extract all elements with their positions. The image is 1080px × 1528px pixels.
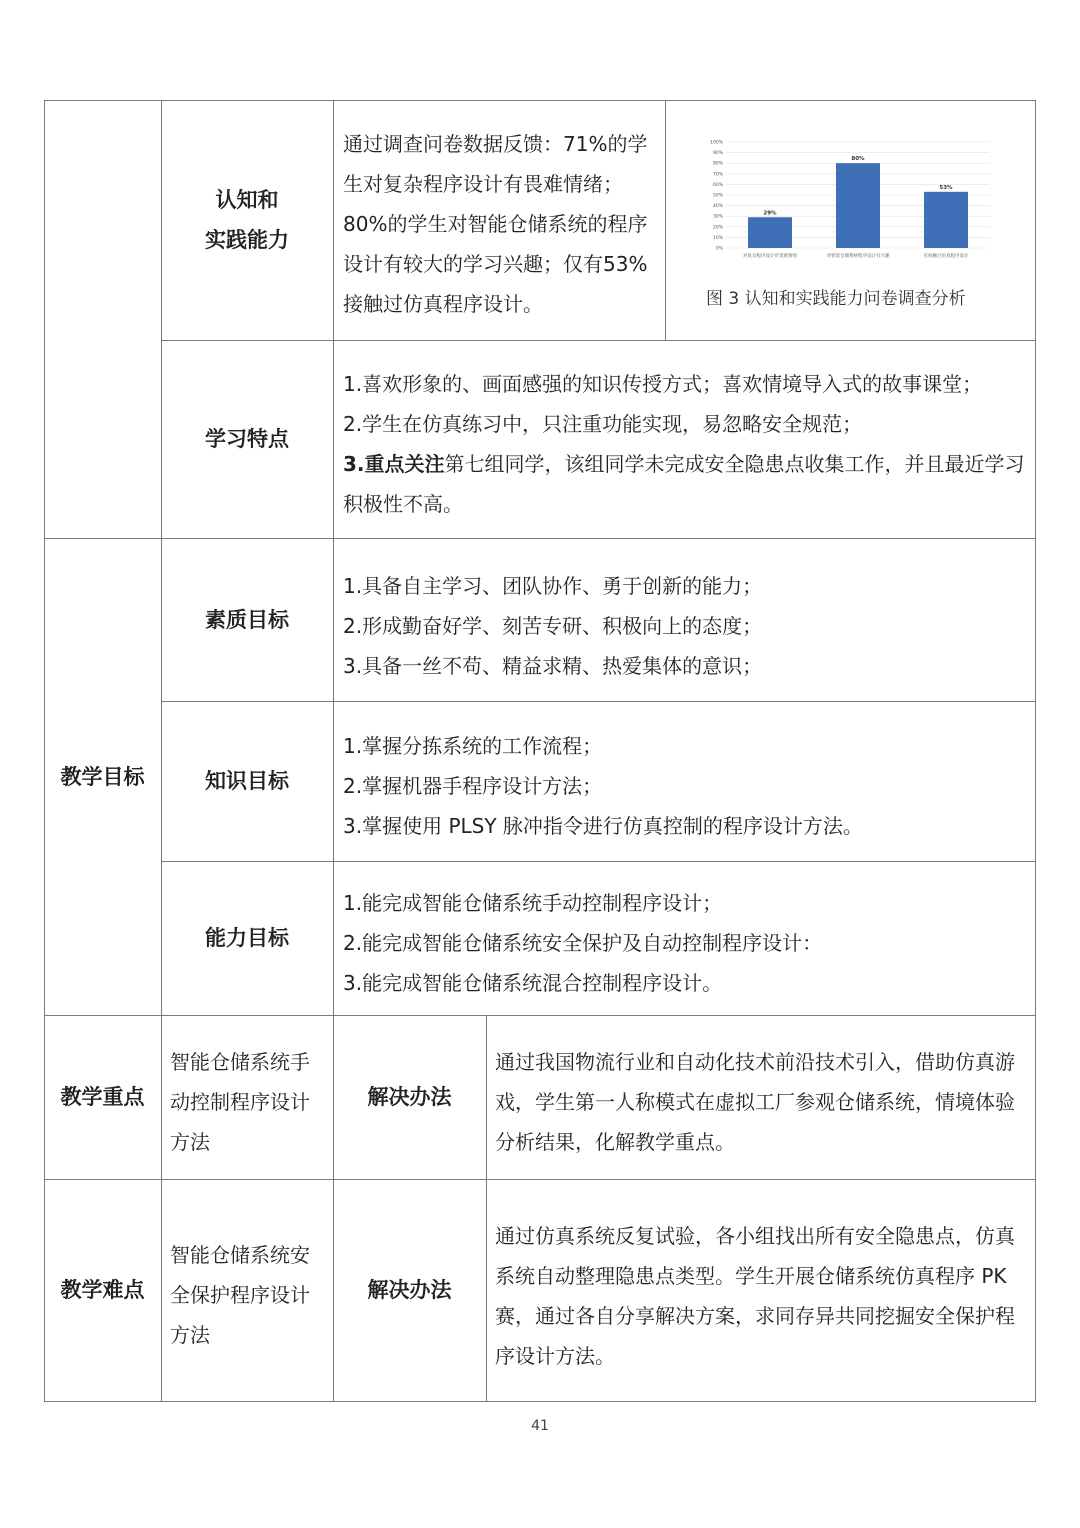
chart-category-label: 有接触过仿真程序设计 xyxy=(923,254,969,259)
chart-category-label: 对智能仓储系统程序设计有兴趣 xyxy=(826,254,890,259)
label-quality-goal: 素质目标 xyxy=(205,607,289,632)
learning-item: 1.喜欢形象的、画面感强的知识传授方式；喜欢情境导入式的故事课堂； xyxy=(343,372,983,396)
goal-item: 1.能完成智能仓储系统手动控制程序设计； xyxy=(343,891,723,915)
label-ability-goal: 能力目标 xyxy=(205,926,289,950)
chart-ytick-label: 50% xyxy=(712,193,723,199)
quality-goal-text xyxy=(343,566,1033,686)
knowledge-goal-text xyxy=(343,726,1033,846)
chart-ytick-label: 100% xyxy=(710,140,723,146)
page-number: 41 xyxy=(531,1418,549,1434)
table-border xyxy=(44,1015,1035,1016)
difficult-solution-text: 通过仿真系统反复试验，各小组找出所有安全隐患点，仿真系统自动整理隐患点类型。学生开展仓储系统仿真程序 PK 赛，通过各自分享解决方案，求同存异共同挖掘安全保护程序设计方法。 xyxy=(495,1224,1015,1368)
key-solution-text: 通过我国物流行业和自动化技术前沿技术引入，借助仿真游戏，学生第一人称模式在虚拟工厂参观仓储系统，情境体验分析结果，化解教学重点。 xyxy=(495,1050,1015,1154)
chart-value-label: 80% xyxy=(851,156,865,163)
chart-value-label: 53% xyxy=(939,184,953,191)
cognition-text: 通过调查问卷数据反馈：71%的学生对复杂程序设计有畏难情绪；80%的学生对智能仓储系统的程序设计有较大的学习兴趣；仅有53%接触过仿真程序设计。 xyxy=(343,132,648,316)
label-goals: 教学目标 xyxy=(60,764,145,789)
table-border xyxy=(486,1015,487,1402)
chart-ytick-label: 90% xyxy=(712,151,723,157)
survey-bar-chart xyxy=(700,136,1000,266)
chart-ytick-label: 60% xyxy=(712,182,723,188)
learning-text xyxy=(343,364,1033,524)
chart-ytick-label: 80% xyxy=(712,161,723,167)
table-border xyxy=(1035,100,1036,1402)
goal-item: 3.能完成智能仓储系统混合控制程序设计。 xyxy=(343,971,723,995)
label-difficult-solution: 解决办法 xyxy=(367,1278,452,1302)
label-cognition: 认知和 实践能力 xyxy=(205,188,289,252)
table-border xyxy=(44,1401,1035,1402)
goal-item: 2.能完成智能仓储系统安全保护及自动控制程序设计： xyxy=(343,931,823,955)
learning-item-bold: 3.重点关注 xyxy=(343,452,445,476)
chart-ytick-label: 30% xyxy=(712,214,723,220)
chart-category-label: 对复杂程序设计有畏难情绪 xyxy=(743,254,797,259)
goal-item: 1.掌握分拣系统的工作流程； xyxy=(343,734,603,758)
chart-ytick-label: 0% xyxy=(715,246,723,252)
chart-ytick-label: 20% xyxy=(712,225,723,231)
chart-caption: 图 3 认知和实践能力问卷调查分析 xyxy=(706,289,966,309)
table-border xyxy=(44,1179,1035,1180)
label-learning: 学习特点 xyxy=(205,427,289,451)
chart-bar xyxy=(836,163,880,248)
learning-item: 2.学生在仿真练习中，只注重功能实现，易忽略安全规范； xyxy=(343,412,863,436)
label-key-point: 教学重点 xyxy=(60,1085,145,1109)
goal-item: 3.具备一丝不苟、精益求精、热爱集体的意识； xyxy=(343,654,763,678)
difficult-point-topic: 智能仓储系统安全保护程序设计方法 xyxy=(170,1243,310,1347)
goal-item: 2.形成勤奋好学、刻苦专研、积极向上的态度； xyxy=(343,614,763,638)
learning-item-rest: 第七组同学，该组同学未完成安全隐患点收集工作，并且最近学习积极性不高。 xyxy=(343,452,1025,516)
label-knowledge-goal: 知识目标 xyxy=(205,769,289,793)
label-difficult-point: 教学难点 xyxy=(60,1278,145,1302)
key-point-topic: 智能仓储系统手动控制程序设计方法 xyxy=(170,1050,310,1154)
chart-bar xyxy=(748,217,792,248)
ability-goal-text xyxy=(343,883,1033,1003)
chart-bar xyxy=(924,192,968,248)
chart-ytick-label: 70% xyxy=(712,172,723,178)
table-border xyxy=(665,100,666,341)
chart-value-label: 29% xyxy=(763,210,777,217)
chart-ytick-label: 40% xyxy=(712,204,723,210)
goal-item: 1.具备自主学习、团队协作、勇于创新的能力； xyxy=(343,574,763,598)
goal-item: 2.掌握机器手程序设计方法； xyxy=(343,774,603,798)
chart-ytick-label: 10% xyxy=(712,235,723,241)
goal-item: 3.掌握使用 PLSY 脉冲指令进行仿真控制的程序设计方法。 xyxy=(343,814,863,838)
learning-item xyxy=(343,444,1033,524)
label-key-solution: 解决办法 xyxy=(367,1085,452,1109)
